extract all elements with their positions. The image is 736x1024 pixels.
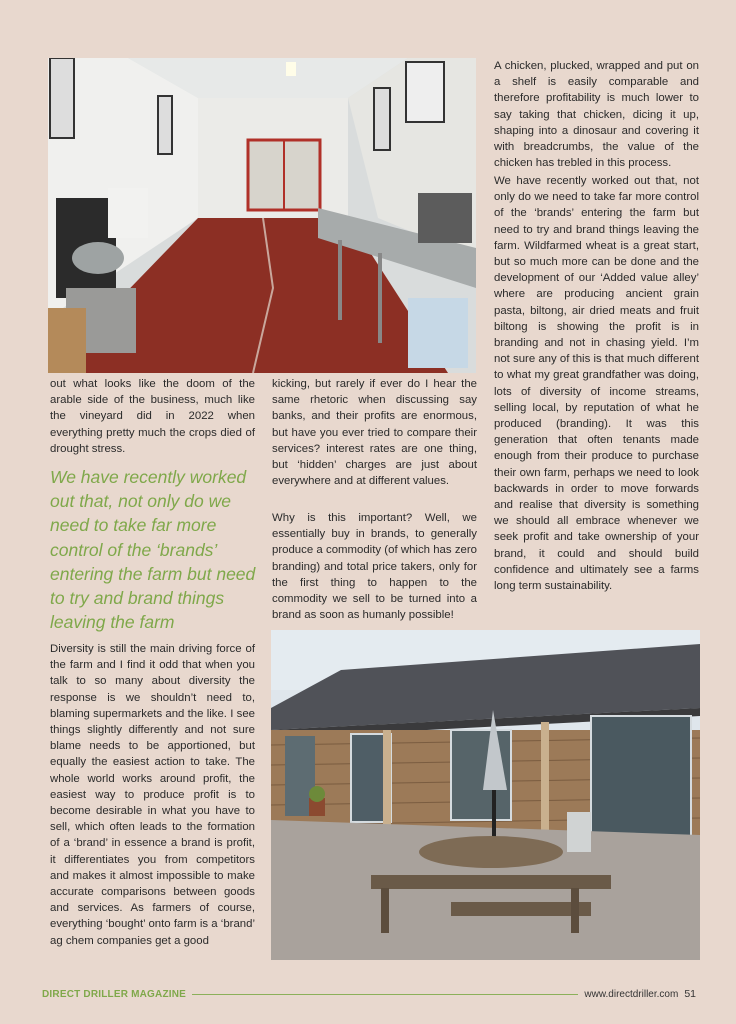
page-footer xyxy=(42,986,696,1002)
col1-paragraph-bottom: Diversity is still the main driving force of the farm and I find it odd that when you talk to so many about diversity the response is we shouldn’t need to, blaming supermarkets and the like. I see things slightly differently and not sure blame needs to be apportioned, but equally the easiest action to take. The whole world works around profit, the easiest way to produce profit is to become desirable in what you have to sell, which often leads to the formation of a ‘brand’ in essence a brand is profit, it differentiates you from competitors and makes it almost impossible to make accurate comparisons between goods and services. As farmers of course, everything ‘bought’ onto farm is a ‘brand’ ag chem companies get a good xyxy=(50,643,255,947)
page-number: 51 xyxy=(684,988,696,1000)
magazine-name: DIRECT DRILLER MAGAZINE xyxy=(42,988,187,1000)
col2-paragraph-1: kicking, but rarely if ever do I hear the same rhetoric when discussing say banks, and their profits are enormous, but have you ever tried to compare their services? interest rates are one thing, but ‘hidden’ charges are just about everywhere and at different values. xyxy=(272,378,477,488)
farm-shop-photo xyxy=(271,630,700,960)
pull-quote: We have recently worked out that, not only do we need to take far more control of the ‘brands’ entering the farm but need to try and brand things leaving the farm xyxy=(50,467,256,633)
footer-rule xyxy=(192,994,578,995)
col3-paragraph-1: A chicken, plucked, wrapped and put on a shelf is easily comparable and therefore profitability is much lower to say taking that chicken, dicing it up, shaping into a dinosaur and covering it with breadcrumbs, the value of the chicken has trebled in this process. xyxy=(494,60,699,170)
processing-room-photo xyxy=(48,58,476,373)
col3-paragraph-2: We have recently worked out that, not only do we need to take far more control of the ‘brands’ entering the farm but need to try and brand things leaving the farm. Wildfarmed wheat is a great start, but so much more can be done and the development of our ‘Added value alley’ where are producing ancient grain pasta, biltong, air dried meats and fruit biltong is showing the profit is in branding and not in chasing yield. I’m not sure any of this is that much different to what my great grandfather was doing, lots of diversity of income streams, selling local, by reputation of what he produced (branding). It was this generation that often tenants made enough from their produce to purchase their own farm, perhaps we need to look backwards in order to move forwards and realise that diversity is something we should all embrace whenever we seek profit and take ownership of your brand, it could and should build confidence and ultimately see a farms long term sustainability. xyxy=(494,175,699,593)
col2-paragraph-2: Why is this important? Well, we essentially buy in brands, to generally produce a commodity (of which has zero branding) and total price takers, only for the first thing to happen to the commodity we sell to be turned into a brand as soon as humanly possible! xyxy=(272,512,477,622)
col1-paragraph-top: out what looks like the doom of the arable side of the business, much like the vineyard did in 2022 when everything pretty much the crops died of drought stress. xyxy=(50,378,255,455)
website-url[interactable]: www.directdriller.com xyxy=(584,988,679,1000)
